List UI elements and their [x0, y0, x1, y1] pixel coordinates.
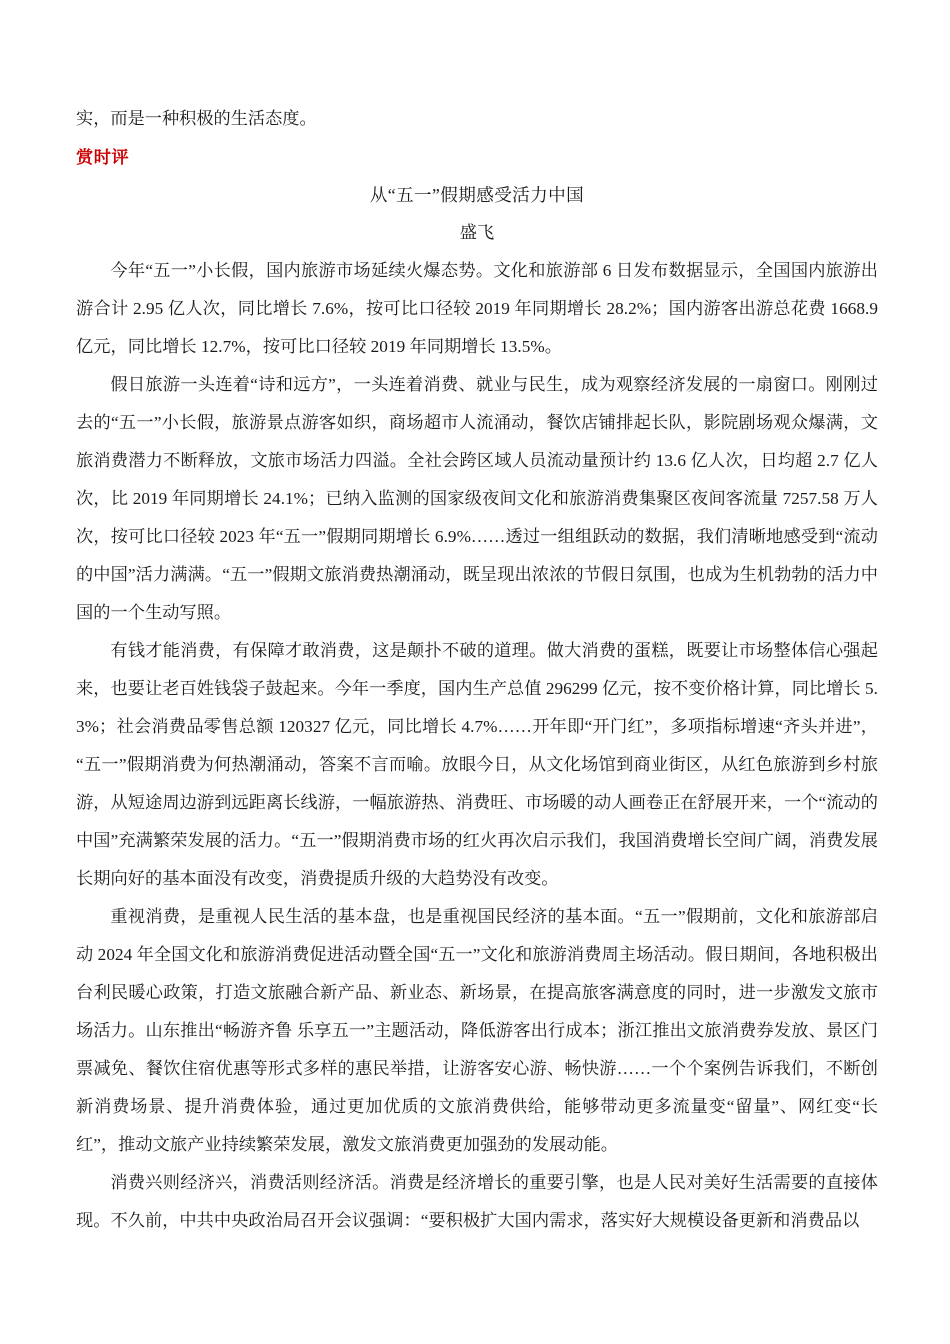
carryover-line: 实，而是一种积极的生活态度。: [76, 109, 317, 128]
article-paragraph-2: 假日旅游一头连着“诗和远方”，一头连着消费、就业与民生，成为观察经济发展的一扇窗口。刚刚过去的“五一”小长假，旅游景点游客如织，商场超市人流涌动，餐饮店铺排起长队，影院剧场观众爆满，文旅消费潜力不断释放，文旅市场活力四溢。全社会跨区域人员流动量预计约 13.6 亿人次，日均超 2.7 亿人次，比 2019 年同期增长 24.1%；已纳入监测的国家级夜间文化和旅游消费集聚区夜间客流量 7257.58 万人次，按可比口径较 2023 年“五一”假期同期增长 6.9%……透过一组组跃动的数据，我们清晰地感受到“流动的中国”活力满满。“五一”假期文旅消费热潮涌动，既呈现出浓浓的节假日氛围，也成为生机勃勃的活力中国的一个生动写照。: [76, 375, 878, 622]
section-heading-shangshiping: 赏时评: [76, 147, 130, 167]
document-content: [76, 100, 878, 1240]
article-paragraph-1: 今年“五一”小长假，国内旅游市场延续火爆态势。文化和旅游部 6 日发布数据显示，全国国内旅游出游合计 2.95 亿人次，同比增长 7.6%，按可比口径较 2019 年同期增长 28.2%；国内游客出游总花费 1668.9 亿元，同比增长 12.7%，按可比口径较 2019 年同期增长 13.5%。: [76, 261, 878, 356]
article-paragraph-3: 有钱才能消费，有保障才敢消费，这是颠扑不破的道理。做大消费的蛋糕，既要让市场整体信心强起来，也要让老百姓钱袋子鼓起来。今年一季度，国内生产总值 296299 亿元，按不变价格计算，同比增长 5.3%；社会消费品零售总额 120327 亿元，同比增长 4.7%……开年即“开门红”，多项指标增速“齐头并进”，“五一”假期消费为何热潮涌动，答案不言而喻。放眼今日，从文化场馆到商业街区，从红色旅游到乡村旅游，从短途周边游到远距离长线游，一幅旅游热、消费旺、市场暖的动人画卷正在舒展开来，一个“流动的中国”充满繁荣发展的活力。“五一”假期消费市场的红火再次启示我们，我国消费增长空间广阔，消费发展长期向好的基本面没有改变，消费提质升级的大趋势没有改变。: [76, 641, 878, 888]
article-paragraph-4: 重视消费，是重视人民生活的基本盘，也是重视国民经济的基本面。“五一”假期前，文化和旅游部启动 2024 年全国文化和旅游消费促进活动暨全国“五一”文化和旅游消费周主场活动。假日期间，各地积极出台利民暖心政策，打造文旅融合新产品、新业态、新场景，在提高旅客满意度的同时，进一步激发文旅市场活力。山东推出“畅游齐鲁 乐享五一”主题活动，降低游客出行成本；浙江推出文旅消费券发放、景区门票减免、餐饮住宿优惠等形式多样的惠民举措，让游客安心游、畅快游……一个个案例告诉我们，不断创新消费场景、提升消费体验，通过更加优质的文旅消费供给，能够带动更多流量变“留量”、网红变“长红”，推动文旅产业持续繁荣发展，激发文旅消费更加强劲的发展动能。: [76, 907, 878, 1154]
article-paragraph-5: 消费兴则经济兴，消费活则经济活。消费是经济增长的重要引擎，也是人民对美好生活需要的直接体现。不久前，中共中央政治局召开会议强调：“要积极扩大国内需求，落实好大规模设备更新和消费品以: [76, 1173, 878, 1230]
article-author: 盛飞: [459, 223, 495, 242]
article-title: 从“五一”假期感受活力中国: [369, 185, 585, 205]
